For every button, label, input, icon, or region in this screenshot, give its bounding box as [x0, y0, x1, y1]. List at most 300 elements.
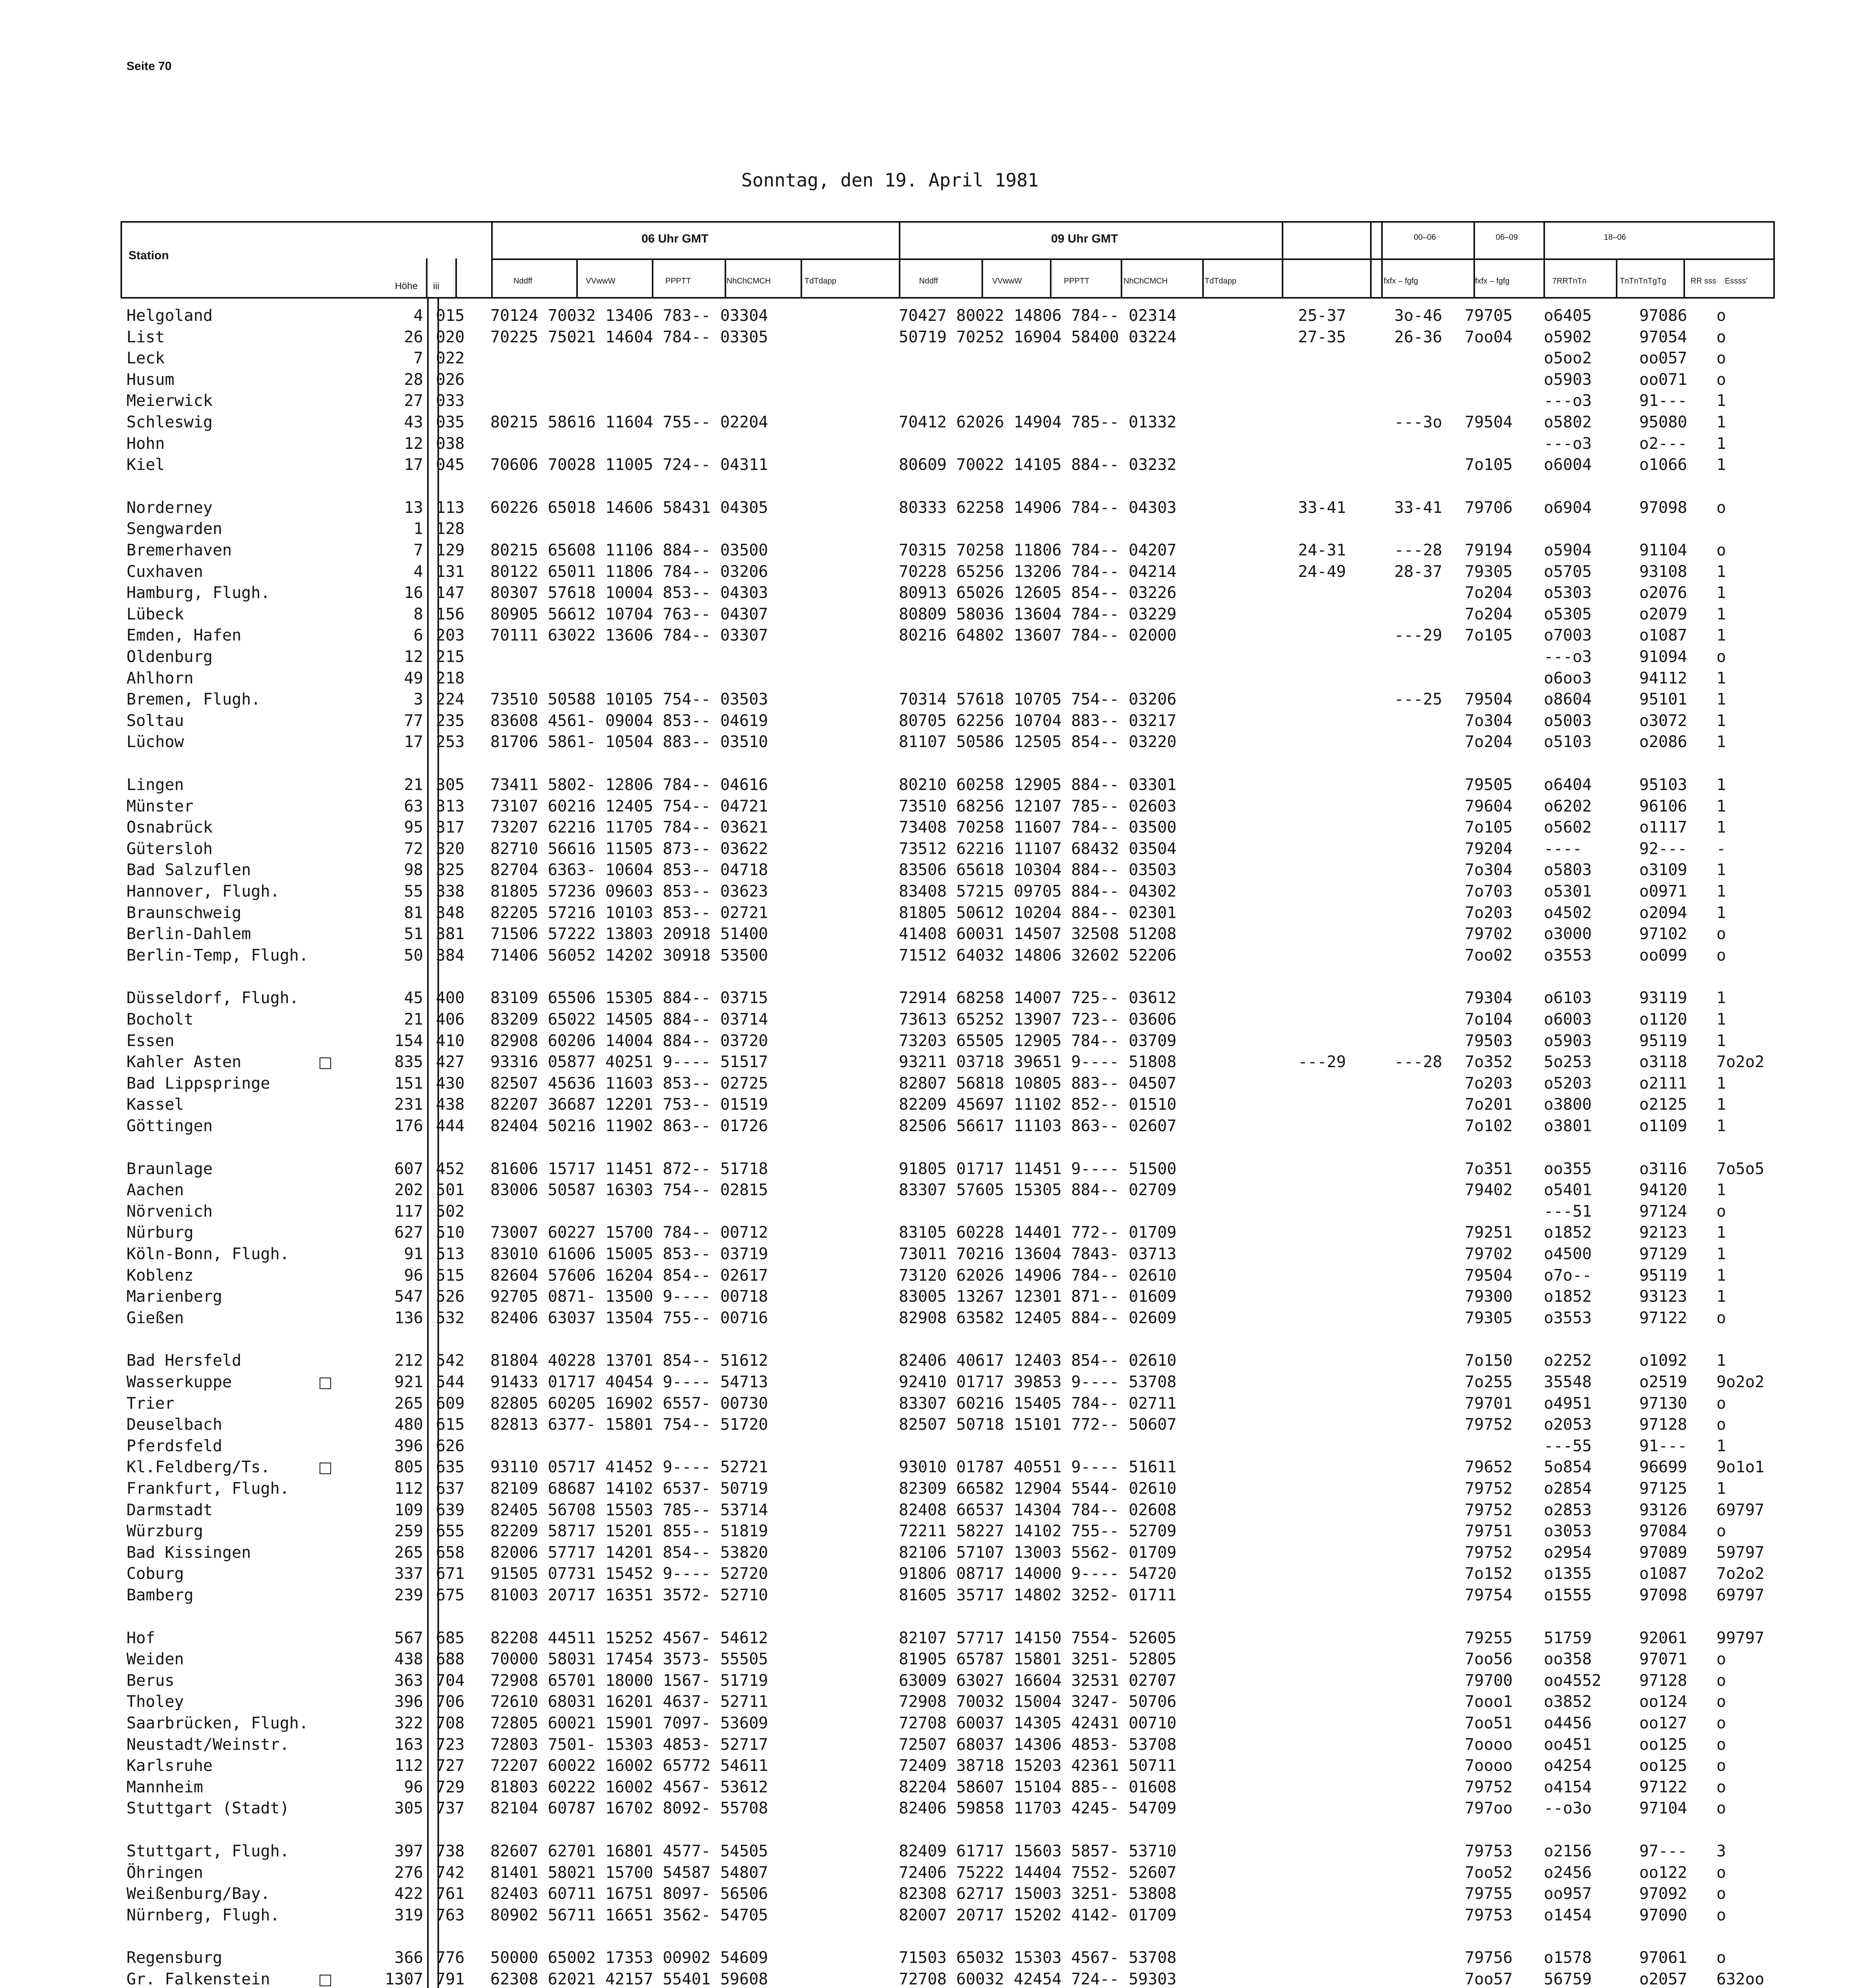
mountain-marker: □	[318, 1458, 332, 1476]
table-row	[0, 881, 1860, 902]
precip-group: o1109	[1639, 1117, 1687, 1135]
snow-group: o	[1716, 307, 1726, 325]
precip-group: o1066	[1639, 456, 1687, 474]
table-row	[0, 1798, 1860, 1819]
station-height: 322	[394, 1714, 423, 1732]
station-name: Braunschweig	[126, 904, 241, 922]
obs-09-gmt: 73512 62216 11107 68432 03504	[899, 840, 1177, 858]
obs-06-gmt: 82405 56708 15503 785-- 53714	[490, 1501, 768, 1519]
gust-00-06: 24-31	[1298, 541, 1346, 559]
station-index: 305	[436, 776, 465, 794]
station-index: 035	[436, 413, 465, 431]
obs-09-gmt: 83307 60216 15405 784-- 02711	[899, 1394, 1177, 1413]
station-index: 510	[436, 1223, 465, 1242]
snow-group: 1	[1716, 1010, 1726, 1029]
temp-group: ---o3	[1544, 435, 1592, 453]
temp-group: o4456	[1544, 1714, 1592, 1732]
station-height: 422	[394, 1885, 423, 1903]
obs-06-gmt: 83209 65022 14505 884-- 03714	[490, 1010, 768, 1029]
snow-group: 69797	[1716, 1586, 1765, 1604]
temp-group: 5o253	[1544, 1053, 1592, 1071]
precip-group: 95101	[1639, 690, 1687, 709]
gust-06-09: ---28	[1394, 1053, 1442, 1071]
obs-09-gmt: 80609 70022 14105 884-- 03232	[899, 456, 1177, 474]
table-row	[0, 540, 1860, 561]
precip-group: 94112	[1639, 669, 1687, 687]
precip-group: o3118	[1639, 1053, 1687, 1071]
snow-group: 1	[1716, 435, 1726, 453]
obs-06-gmt: 93316 05877 40251 9---- 51517	[490, 1053, 768, 1071]
obs-06-gmt: 82209 58717 15201 855-- 51819	[490, 1522, 768, 1540]
group-18-06: 79705	[1465, 307, 1513, 325]
obs-06-gmt: 82109 68687 14102 6537- 50719	[490, 1479, 768, 1498]
header-rule-09-c4	[1121, 258, 1122, 299]
group-18-06: 79304	[1465, 989, 1513, 1007]
station-height: 337	[394, 1565, 423, 1583]
station-index: 320	[436, 840, 465, 858]
obs-06-gmt: 81003 20717 16351 3572- 52710	[490, 1586, 768, 1604]
group-18-06: 7o105	[1465, 818, 1513, 837]
obs-09-gmt: 80333 62258 14906 784-- 04303	[899, 499, 1177, 517]
precip-group: 97092	[1639, 1885, 1687, 1903]
station-name: Bad Kissingen	[126, 1543, 251, 1562]
snow-group: 99797	[1716, 1629, 1765, 1647]
precip-group: 95080	[1639, 413, 1687, 431]
station-name: Deuselbach	[126, 1415, 222, 1434]
obs-09-gmt: 80913 65026 12605 854-- 03226	[899, 584, 1177, 602]
obs-06-gmt: 80122 65011 11806 784-- 03206	[490, 563, 768, 581]
station-height: 21	[404, 1010, 423, 1029]
temp-group: o5003	[1544, 712, 1592, 730]
temp-group: --o3o	[1544, 1799, 1592, 1817]
snow-group: 1	[1716, 1245, 1726, 1263]
table-row	[0, 1883, 1860, 1904]
obs-09-gmt: 81805 50612 10204 884-- 02301	[899, 904, 1177, 922]
gust-06-09: 33-41	[1394, 499, 1442, 517]
header-rule-top	[121, 221, 1775, 223]
snow-group: o	[1716, 541, 1726, 559]
snow-group: 1	[1716, 1479, 1726, 1498]
obs-06-gmt: 60226 65018 14606 58431 04305	[490, 499, 768, 517]
table-row	[0, 945, 1860, 966]
gust-00-06: 24-49	[1298, 563, 1346, 581]
station-height: 95	[404, 818, 423, 837]
snow-group: 632oo	[1716, 1970, 1765, 1988]
table-row	[0, 1265, 1860, 1286]
obs-06-gmt: 72610 68031 16201 4637- 52711	[490, 1693, 768, 1711]
snow-group: o	[1716, 648, 1726, 666]
precip-group: 91104	[1639, 541, 1687, 559]
station-name: Ahlhorn	[126, 669, 194, 687]
snow-group: 1	[1716, 605, 1726, 623]
group-18-06: 7o304	[1465, 861, 1513, 879]
obs-09-gmt: 50719 70252 16904 58400 03224	[899, 328, 1177, 346]
temp-group: o7003	[1544, 626, 1592, 645]
snow-group: 7o5o5	[1716, 1160, 1765, 1178]
station-index: 438	[436, 1095, 465, 1114]
precip-group: 95103	[1639, 776, 1687, 794]
station-index: 637	[436, 1479, 465, 1498]
snow-group: o	[1716, 328, 1726, 346]
temp-group: o6202	[1544, 797, 1592, 815]
snow-group: 1	[1716, 1117, 1726, 1135]
obs-09-gmt: 82106 57107 13003 5562- 01709	[899, 1543, 1177, 1562]
header-rule-09-left	[899, 221, 900, 299]
precip-group: o0971	[1639, 882, 1687, 901]
temp-group: oo451	[1544, 1736, 1592, 1754]
station-height: 12	[404, 435, 423, 453]
obs-06-gmt: 80215 65608 11106 884-- 03500	[490, 541, 768, 559]
station-index: 384	[436, 946, 465, 965]
obs-09-gmt: 71512 64032 14806 32602 52206	[899, 946, 1177, 965]
snow-group: 1	[1716, 1032, 1726, 1050]
obs-06-gmt: 82604 57606 16204 854-- 02617	[490, 1266, 768, 1285]
station-height: 276	[394, 1864, 423, 1882]
group-18-06: 79752	[1465, 1778, 1513, 1796]
station-height: 112	[394, 1757, 423, 1775]
snow-group: 1	[1716, 690, 1726, 709]
gust-00-06: 27-35	[1298, 328, 1346, 346]
header-rr-sss: RR sss	[1691, 277, 1716, 285]
obs-09-gmt: 82007 20717 15202 4142- 01709	[899, 1906, 1177, 1924]
station-index: 723	[436, 1736, 465, 1754]
station-name: Bremen, Flugh.	[126, 690, 261, 709]
station-name: Hohn	[126, 435, 165, 453]
temp-group: oo355	[1544, 1160, 1592, 1178]
table-row	[0, 412, 1860, 433]
obs-06-gmt: 82704 6363- 10604 853-- 04718	[490, 861, 768, 879]
station-height: 136	[394, 1309, 423, 1327]
table-row	[0, 1180, 1860, 1200]
temp-group: o3801	[1544, 1117, 1592, 1135]
station-name: Weiden	[126, 1650, 184, 1668]
station-name: Bad Salzuflen	[126, 861, 251, 879]
table-row	[0, 1159, 1860, 1179]
station-index: 381	[436, 925, 465, 943]
group-18-06: 79194	[1465, 541, 1513, 559]
table-row	[0, 1073, 1860, 1094]
obs-09-gmt: 83506 65618 10304 884-- 03503	[899, 861, 1177, 879]
station-height: 397	[394, 1842, 423, 1860]
group-18-06: 79251	[1465, 1223, 1513, 1242]
group-18-06: 7o203	[1465, 904, 1513, 922]
station-name: Berlin-Dahlem	[126, 925, 251, 943]
obs-09-gmt: 80210 60258 12905 884-- 03301	[899, 776, 1177, 794]
precip-group: o2111	[1639, 1074, 1687, 1093]
temp-group: oo358	[1544, 1650, 1592, 1668]
obs-09-gmt: 93211 03718 39651 9---- 51808	[899, 1053, 1177, 1071]
snow-group: o	[1716, 349, 1726, 367]
temp-group: 5o854	[1544, 1458, 1592, 1476]
station-name: Aachen	[126, 1181, 184, 1199]
temp-group: o3553	[1544, 1309, 1592, 1327]
precip-group: oo057	[1639, 349, 1687, 367]
obs-06-gmt: 73510 50588 10105 754-- 03503	[490, 690, 768, 709]
precip-group: 97122	[1639, 1778, 1687, 1796]
header-0006-gust: fxfx – fgfg	[1384, 277, 1418, 285]
temp-group: o5oo2	[1544, 349, 1592, 367]
obs-09-gmt: 72708 60032 42454 724-- 59303	[899, 1970, 1177, 1988]
obs-06-gmt: 81804 40228 13701 854-- 51612	[490, 1351, 768, 1370]
station-height: 72	[404, 840, 423, 858]
table-row	[0, 1649, 1860, 1670]
station-index: 615	[436, 1415, 465, 1434]
precip-group: 97125	[1639, 1479, 1687, 1498]
group-18-06: 7ooo1	[1465, 1693, 1513, 1711]
group-18-06: 7oooo	[1465, 1736, 1513, 1754]
temp-group: o2853	[1544, 1501, 1592, 1519]
table-row	[0, 1563, 1860, 1584]
precip-group: 91094	[1639, 648, 1687, 666]
snow-group: 1	[1716, 1437, 1726, 1455]
precip-group: 97128	[1639, 1415, 1687, 1434]
station-name: Nörvenich	[126, 1202, 213, 1221]
group-18-06: 79204	[1465, 840, 1513, 858]
station-index: 313	[436, 797, 465, 815]
station-height: 98	[404, 861, 423, 879]
table-row	[0, 839, 1860, 859]
table-row	[0, 1841, 1860, 1862]
temp-group: o1852	[1544, 1287, 1592, 1306]
precip-group: 97084	[1639, 1522, 1687, 1540]
station-index: 317	[436, 818, 465, 837]
station-index: 639	[436, 1501, 465, 1519]
station-name: Düsseldorf, Flugh.	[126, 989, 299, 1007]
group-18-06: 7oo02	[1465, 946, 1513, 965]
station-height: 17	[404, 456, 423, 474]
precip-group: 96699	[1639, 1458, 1687, 1476]
table-row	[0, 518, 1860, 539]
station-name: Nürnberg, Flugh.	[126, 1906, 280, 1924]
table-row	[0, 625, 1860, 646]
station-name: Essen	[126, 1032, 175, 1050]
station-name: Öhringen	[126, 1864, 203, 1882]
precip-group: 97090	[1639, 1906, 1687, 1924]
obs-06-gmt: 70124 70032 13406 783-- 03304	[490, 307, 768, 325]
table-row	[0, 348, 1860, 369]
table-row	[0, 497, 1860, 518]
precip-group: 97054	[1639, 328, 1687, 346]
snow-group: 1	[1716, 1095, 1726, 1114]
snow-group: o	[1716, 1672, 1726, 1690]
station-index: 513	[436, 1245, 465, 1263]
obs-09-gmt: 93010 01787 40551 9---- 51611	[899, 1458, 1177, 1476]
obs-09-gmt: 63009 63027 16604 32531 02707	[899, 1672, 1177, 1690]
station-index: 235	[436, 712, 465, 730]
precip-group: oo099	[1639, 946, 1687, 965]
group-18-06: 7o352	[1465, 1053, 1513, 1071]
station-height: 438	[394, 1650, 423, 1668]
station-index: 026	[436, 371, 465, 389]
table-row	[0, 775, 1860, 795]
station-height: 26	[404, 328, 423, 346]
station-height: 202	[394, 1181, 423, 1199]
station-name: Wasserkuppe	[126, 1373, 232, 1391]
precip-group: 91---	[1639, 1437, 1687, 1455]
obs-06-gmt: 82006 57717 14201 854-- 53820	[490, 1543, 768, 1562]
obs-06-gmt: 91505 07731 15452 9---- 52720	[490, 1565, 768, 1583]
temp-group: o5903	[1544, 371, 1592, 389]
station-height: 396	[394, 1437, 423, 1455]
station-height: 567	[394, 1629, 423, 1647]
station-index: 038	[436, 435, 465, 453]
group-18-06: 7o104	[1465, 1010, 1513, 1029]
precip-group: 97124	[1639, 1202, 1687, 1221]
header-rule-hohe-left	[426, 258, 428, 299]
station-name: Norderney	[126, 499, 213, 517]
group-18-06: 79752	[1465, 1501, 1513, 1519]
group-18-06: 7o204	[1465, 605, 1513, 623]
group-18-06: 79504	[1465, 690, 1513, 709]
header-iii: iii	[433, 281, 439, 291]
precip-group: o1087	[1639, 626, 1687, 645]
precip-group: o2519	[1639, 1373, 1687, 1391]
obs-06-gmt: 82908 60206 14004 884-- 03720	[490, 1032, 768, 1050]
station-index: 452	[436, 1160, 465, 1178]
header-rule-09-c3	[1050, 258, 1051, 299]
table-row	[0, 796, 1860, 817]
obs-09-gmt: 91806 08717 14000 9---- 54720	[899, 1565, 1177, 1583]
precip-group: 92061	[1639, 1629, 1687, 1647]
temp-group: o3000	[1544, 925, 1592, 943]
obs-09-gmt: 72908 70032 15004 3247- 50706	[899, 1693, 1177, 1711]
precip-group: 93119	[1639, 989, 1687, 1007]
header-tmax: TnTnTnTgTg	[1620, 277, 1666, 285]
snow-group: 1	[1716, 882, 1726, 901]
group-18-06: 79752	[1465, 1543, 1513, 1562]
table-row	[0, 646, 1860, 667]
snow-group: -	[1716, 840, 1726, 858]
header-rule-06-c3	[652, 258, 653, 299]
station-name: Leck	[126, 349, 165, 367]
obs-09-gmt: 70412 62026 14904 785-- 01332	[899, 413, 1177, 431]
table-row	[0, 1244, 1860, 1264]
temp-group: 35548	[1544, 1373, 1592, 1391]
obs-09-gmt: 71503 65032 15303 4567- 53708	[899, 1949, 1177, 1967]
gust-06-09: 3o-46	[1394, 307, 1442, 325]
group-18-06: 7o351	[1465, 1160, 1513, 1178]
station-index: 444	[436, 1117, 465, 1135]
table-row	[0, 1052, 1860, 1072]
precip-group: 92---	[1639, 840, 1687, 858]
table-row	[0, 1031, 1860, 1051]
temp-group: o5305	[1544, 605, 1592, 623]
station-height: 1307	[385, 1970, 423, 1988]
station-height: 366	[394, 1949, 423, 1967]
precip-group: 97128	[1639, 1672, 1687, 1690]
group-18-06: 7o150	[1465, 1351, 1513, 1370]
obs-06-gmt: 82813 6377- 15801 754-- 51720	[490, 1415, 768, 1434]
table-row	[0, 305, 1860, 326]
temp-group: o2854	[1544, 1479, 1592, 1498]
page-label: Seite 70	[126, 60, 172, 73]
precip-group: 93126	[1639, 1501, 1687, 1519]
temp-group: ---o3	[1544, 648, 1592, 666]
table-row	[0, 1500, 1860, 1520]
obs-09-gmt: 72914 68258 14007 725-- 03612	[899, 989, 1177, 1007]
station-height: 4	[413, 307, 423, 325]
temp-group: o4502	[1544, 904, 1592, 922]
obs-06-gmt: 80307 57618 10004 853-- 04303	[490, 584, 768, 602]
group-18-06: 79504	[1465, 413, 1513, 431]
header-09-ppptt: PPPTT	[1064, 277, 1090, 285]
temp-group: o3553	[1544, 946, 1592, 965]
station-index: 761	[436, 1885, 465, 1903]
obs-09-gmt: 82409 61717 15603 5857- 53710	[899, 1842, 1177, 1860]
table-row	[0, 1457, 1860, 1477]
precip-group: 95119	[1639, 1266, 1687, 1285]
station-name: Berlin-Temp, Flugh.	[126, 946, 309, 965]
gust-00-06: ---29	[1298, 1053, 1346, 1071]
station-index: 410	[436, 1032, 465, 1050]
station-index: 338	[436, 882, 465, 901]
table-row	[0, 604, 1860, 625]
table-row	[0, 860, 1860, 880]
station-index: 655	[436, 1522, 465, 1540]
obs-09-gmt: 70315 70258 11806 784-- 04207	[899, 541, 1177, 559]
station-name: Bad Lippspringe	[126, 1074, 270, 1093]
obs-09-gmt: 80809 58036 13604 784-- 03229	[899, 605, 1177, 623]
station-name: Bremerhaven	[126, 541, 232, 559]
group-18-06: 79700	[1465, 1672, 1513, 1690]
gust-00-06: 25-37	[1298, 307, 1346, 325]
temp-group: o1578	[1544, 1949, 1592, 1967]
temp-group: o1852	[1544, 1223, 1592, 1242]
temp-group: o2954	[1544, 1543, 1592, 1562]
station-index: 020	[436, 328, 465, 346]
station-index: 253	[436, 733, 465, 751]
station-height: 55	[404, 882, 423, 901]
temp-group: o1555	[1544, 1586, 1592, 1604]
station-name: Bamberg	[126, 1586, 194, 1604]
group-18-06: 79402	[1465, 1181, 1513, 1199]
station-height: 6	[413, 626, 423, 645]
obs-09-gmt: 73613 65252 13907 723-- 03606	[899, 1010, 1177, 1029]
precip-group: o1092	[1639, 1351, 1687, 1370]
station-height: 607	[394, 1160, 423, 1178]
station-index: 033	[436, 392, 465, 410]
station-name: Trier	[126, 1394, 175, 1413]
header-rule-0006-left2	[1381, 221, 1383, 299]
header-09-clouds: NhChCMCH	[1123, 277, 1168, 285]
station-height: 28	[404, 371, 423, 389]
table-row	[0, 1116, 1860, 1136]
snow-group: 1	[1716, 797, 1726, 815]
station-name: Saarbrücken, Flugh.	[126, 1714, 309, 1732]
table-row	[0, 1755, 1860, 1776]
station-index: 406	[436, 1010, 465, 1029]
station-name: List	[126, 328, 165, 346]
station-index: 635	[436, 1458, 465, 1476]
station-index: 609	[436, 1394, 465, 1413]
mountain-marker: □	[318, 1971, 332, 1988]
obs-06-gmt: 73207 62216 11705 784-- 03621	[490, 818, 768, 837]
group-18-06: 7o102	[1465, 1117, 1513, 1135]
station-height: 8	[413, 605, 423, 623]
station-height: 805	[394, 1458, 423, 1476]
obs-09-gmt: 70427 80022 14806 784-- 02314	[899, 307, 1177, 325]
table-row	[0, 1585, 1860, 1606]
station-index: 658	[436, 1543, 465, 1562]
station-index: 430	[436, 1074, 465, 1093]
header-rule-mid	[491, 258, 1775, 260]
station-index: 022	[436, 349, 465, 367]
precip-group: o2125	[1639, 1095, 1687, 1114]
snow-group: o	[1716, 1650, 1726, 1668]
precip-group: 97086	[1639, 307, 1687, 325]
table-row	[0, 1350, 1860, 1371]
station-index: 224	[436, 690, 465, 709]
